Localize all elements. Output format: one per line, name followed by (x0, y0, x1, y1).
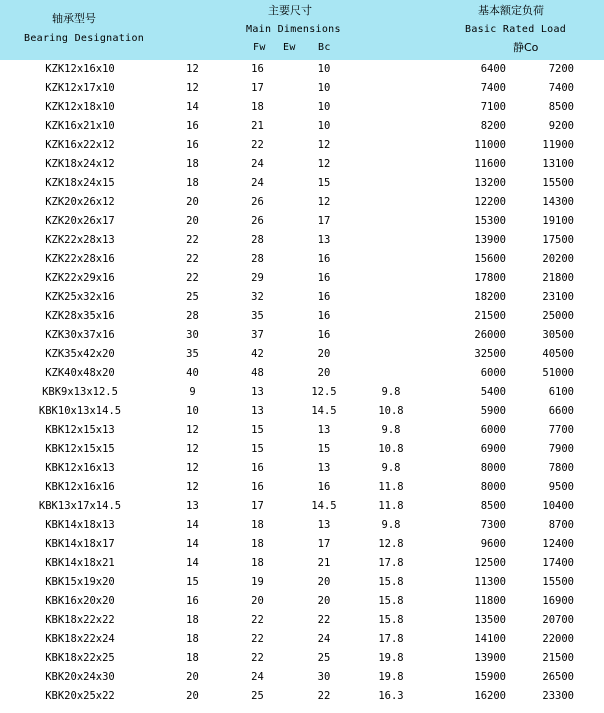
designation-cell: KZK22x28x13 (45, 233, 115, 246)
dynamic-load-cell: 17800 (474, 271, 506, 284)
static-load-cell: 14300 (542, 195, 574, 208)
d-cell: 16 (186, 138, 199, 151)
fw-cell: 13 (251, 404, 264, 417)
static-load-cell: 6100 (548, 385, 574, 398)
designation-cell: KBK9x13x12.5 (42, 385, 118, 398)
d-cell: 12 (186, 480, 199, 493)
static-load-cell: 6600 (548, 404, 574, 417)
dynamic-load-cell: 6900 (480, 442, 506, 455)
table-row (0, 667, 604, 686)
dynamic-load-cell: 18200 (474, 290, 506, 303)
static-load-cell: 7200 (548, 62, 574, 75)
d-cell: 22 (186, 233, 199, 246)
rated-load-heading-cn: 基本额定负荷 (478, 4, 544, 17)
designation-cell: KZK30x37x16 (45, 328, 115, 341)
bc-cell: 22 (317, 613, 331, 626)
bc-cell: 13 (317, 423, 331, 436)
table-row (0, 534, 604, 553)
designation-cell: KZK22x28x16 (45, 252, 115, 265)
bc-cell: 16 (317, 309, 331, 322)
designation-cell: KZK28x35x16 (45, 309, 115, 322)
static-load-cell: 23300 (542, 689, 574, 702)
table-row (0, 230, 604, 249)
fw-cell: 20 (251, 594, 264, 607)
fw-cell: 22 (251, 651, 264, 664)
d-cell: 18 (186, 176, 199, 189)
fw-cell: 16 (251, 62, 264, 75)
ew-cell: 12.8 (378, 537, 404, 550)
static-load-cell: 12400 (542, 537, 574, 550)
ew-cell: 17.8 (378, 632, 404, 645)
table-row (0, 78, 604, 97)
d-cell: 22 (186, 271, 199, 284)
dynamic-load-cell: 13900 (474, 233, 506, 246)
designation-cell: KBK10x13x14.5 (38, 404, 122, 417)
ew-cell (358, 325, 424, 344)
fw-cell: 28 (251, 233, 264, 246)
d-cell: 16 (186, 119, 199, 132)
dynamic-load-cell: 11000 (474, 138, 506, 151)
d-cell: 28 (186, 309, 199, 322)
static-load-cell: 30500 (542, 328, 574, 341)
designation-cell: KZK18x24x15 (45, 176, 115, 189)
fw-cell: 28 (251, 252, 264, 265)
bc-cell: 16 (317, 271, 331, 284)
bc-cell: 16 (317, 328, 331, 341)
table-row (0, 477, 604, 496)
table-row (0, 306, 604, 325)
bearing-table (0, 59, 604, 705)
designation-heading-en: Bearing Designation (24, 33, 145, 44)
designation-cell: KBK20x24x30 (45, 670, 115, 683)
ew-cell: 15.8 (378, 594, 404, 607)
ew-cell: 15.8 (378, 613, 404, 626)
dynamic-load-cell: 7300 (480, 518, 506, 531)
fw-cell: 25 (251, 689, 264, 702)
main-dimensions-heading-en: Main Dimensions (246, 24, 341, 35)
designation-cell: KZK12x17x10 (45, 81, 115, 94)
fw-cell: 16 (251, 461, 264, 474)
dynamic-load-cell: 13500 (474, 613, 506, 626)
d-cell: 18 (186, 157, 199, 170)
ew-cell: 16.3 (378, 689, 404, 702)
bc-cell: 14.5 (311, 404, 337, 417)
designation-cell: KZK18x24x12 (45, 157, 115, 170)
designation-cell: KBK18x22x25 (45, 651, 115, 664)
bc-cell: 16 (317, 480, 331, 493)
table-row (0, 610, 604, 629)
bc-cell: 25 (317, 651, 331, 664)
fw-cell: 22 (251, 632, 264, 645)
bc-cell: 16 (317, 252, 331, 265)
d-cell: 14 (186, 100, 199, 113)
bc-cell: 20 (317, 347, 331, 360)
designation-cell: KBK14x18x13 (45, 518, 115, 531)
table-row (0, 268, 604, 287)
d-cell: 12 (186, 442, 199, 455)
designation-cell: KZK25x32x16 (45, 290, 115, 303)
table-header (0, 0, 604, 60)
ew-cell (358, 192, 424, 211)
table-row (0, 116, 604, 135)
bc-cell: 22 (317, 689, 331, 702)
d-cell: 20 (186, 689, 199, 702)
table-row (0, 249, 604, 268)
dynamic-load-cell: 11600 (474, 157, 506, 170)
dynamic-load-cell: 32500 (474, 347, 506, 360)
table-row (0, 382, 604, 401)
static-load-cell: 25000 (542, 309, 574, 322)
bc-cell: 10 (317, 62, 331, 75)
designation-cell: KBK12x15x15 (45, 442, 115, 455)
rated-load-heading-en: Basic Rated Load (465, 24, 567, 35)
ew-cell (358, 154, 424, 173)
fw-cell: 17 (251, 499, 264, 512)
designation-cell: KZK22x29x16 (45, 271, 115, 284)
ew-cell: 9.8 (381, 461, 401, 474)
fw-cell: 32 (251, 290, 264, 303)
fw-cell: 15 (251, 423, 264, 436)
fw-cell: 18 (251, 556, 264, 569)
designation-cell: KBK13x17x14.5 (38, 499, 122, 512)
table-row (0, 591, 604, 610)
bc-cell: 17 (317, 537, 331, 550)
designation-cell: KZK35x42x20 (45, 347, 115, 360)
d-cell: 18 (186, 651, 199, 664)
dynamic-load-cell: 21500 (474, 309, 506, 322)
column-header-static-co: 静Co (513, 41, 539, 54)
bc-cell: 20 (317, 594, 331, 607)
fw-cell: 37 (251, 328, 264, 341)
designation-cell: KBK15x19x20 (45, 575, 115, 588)
bc-cell: 15 (317, 442, 331, 455)
d-cell: 25 (186, 290, 199, 303)
table-row (0, 192, 604, 211)
static-load-cell: 20200 (542, 252, 574, 265)
designation-cell: KBK12x16x16 (45, 480, 115, 493)
dynamic-load-cell: 14100 (474, 632, 506, 645)
bc-cell: 20 (317, 366, 331, 379)
ew-cell: 10.8 (378, 442, 404, 455)
static-load-cell: 51000 (542, 366, 574, 379)
d-cell: 14 (186, 537, 199, 550)
d-cell: 12 (186, 81, 199, 94)
static-load-cell: 21800 (542, 271, 574, 284)
d-cell: 10 (186, 404, 199, 417)
static-load-cell: 19100 (542, 214, 574, 227)
d-cell: 12 (186, 461, 199, 474)
table-row (0, 154, 604, 173)
table-row (0, 287, 604, 306)
ew-cell: 11.8 (378, 480, 404, 493)
dynamic-load-cell: 15900 (474, 670, 506, 683)
ew-cell: 11.8 (378, 499, 404, 512)
ew-cell (358, 344, 424, 363)
ew-cell: 10.8 (378, 404, 404, 417)
column-header-fw: Fw (253, 42, 266, 53)
d-cell: 9 (189, 385, 196, 398)
ew-cell: 17.8 (378, 556, 404, 569)
designation-cell: KZK40x48x20 (45, 366, 115, 379)
static-load-cell: 9500 (548, 480, 574, 493)
designation-cell: KBK18x22x22 (45, 613, 115, 626)
dynamic-load-cell: 15600 (474, 252, 506, 265)
static-load-cell: 20700 (542, 613, 574, 626)
static-load-cell: 22000 (542, 632, 574, 645)
bc-cell: 15 (317, 176, 331, 189)
dynamic-load-cell: 5900 (480, 404, 506, 417)
ew-cell (358, 268, 424, 287)
bc-cell: 13 (317, 461, 331, 474)
designation-cell: KZK12x18x10 (45, 100, 115, 113)
static-load-cell: 16900 (542, 594, 574, 607)
fw-cell: 13 (251, 385, 264, 398)
ew-cell: 9.8 (381, 423, 401, 436)
dynamic-load-cell: 6400 (480, 62, 506, 75)
fw-cell: 18 (251, 100, 264, 113)
static-load-cell: 7900 (548, 442, 574, 455)
d-cell: 20 (186, 214, 199, 227)
designation-cell: KBK12x16x13 (45, 461, 115, 474)
ew-cell (358, 173, 424, 192)
static-load-cell: 21500 (542, 651, 574, 664)
table-row (0, 59, 604, 78)
table-row (0, 211, 604, 230)
d-cell: 20 (186, 670, 199, 683)
static-load-cell: 8500 (548, 100, 574, 113)
ew-cell (358, 97, 424, 116)
static-load-cell: 40500 (542, 347, 574, 360)
fw-cell: 42 (251, 347, 264, 360)
d-cell: 12 (186, 423, 199, 436)
dynamic-load-cell: 13200 (474, 176, 506, 189)
table-row (0, 173, 604, 192)
dynamic-load-cell: 12500 (474, 556, 506, 569)
ew-cell (358, 249, 424, 268)
static-load-cell: 7400 (548, 81, 574, 94)
static-load-cell: 23100 (542, 290, 574, 303)
bc-cell: 12 (317, 138, 331, 151)
bc-cell: 24 (317, 632, 331, 645)
fw-cell: 17 (251, 81, 264, 94)
fw-cell: 21 (251, 119, 264, 132)
bc-cell: 12.5 (311, 385, 337, 398)
d-cell: 18 (186, 632, 199, 645)
dynamic-load-cell: 12200 (474, 195, 506, 208)
table-row (0, 325, 604, 344)
dynamic-load-cell: 6000 (480, 423, 506, 436)
table-row (0, 553, 604, 572)
fw-cell: 29 (251, 271, 264, 284)
table-row (0, 420, 604, 439)
designation-cell: KBK16x20x20 (45, 594, 115, 607)
dynamic-load-cell: 8500 (480, 499, 506, 512)
ew-cell (358, 116, 424, 135)
static-load-cell: 9200 (548, 119, 574, 132)
table-row (0, 572, 604, 591)
fw-cell: 24 (251, 157, 264, 170)
designation-cell: KZK16x22x12 (45, 138, 115, 151)
d-cell: 20 (186, 195, 199, 208)
bearing-table-body (0, 59, 604, 705)
designation-cell: KBK18x22x24 (45, 632, 115, 645)
dynamic-load-cell: 8000 (480, 480, 506, 493)
bc-cell: 21 (317, 556, 331, 569)
static-load-cell: 13100 (542, 157, 574, 170)
fw-cell: 15 (251, 442, 264, 455)
ew-cell (358, 230, 424, 249)
fw-cell: 18 (251, 518, 264, 531)
d-cell: 18 (186, 613, 199, 626)
table-row (0, 97, 604, 116)
table-row (0, 496, 604, 515)
designation-cell: KBK12x15x13 (45, 423, 115, 436)
ew-cell (358, 363, 424, 382)
dynamic-load-cell: 5400 (480, 385, 506, 398)
fw-cell: 24 (251, 670, 264, 683)
designation-cell: KBK14x18x21 (45, 556, 115, 569)
ew-cell: 19.8 (378, 651, 404, 664)
bc-cell: 16 (317, 290, 331, 303)
dynamic-load-cell: 26000 (474, 328, 506, 341)
bc-cell: 10 (317, 81, 331, 94)
fw-cell: 26 (251, 214, 264, 227)
table-row (0, 686, 604, 705)
static-load-cell: 8700 (548, 518, 574, 531)
d-cell: 22 (186, 252, 199, 265)
bc-cell: 10 (317, 100, 331, 113)
dynamic-load-cell: 6000 (480, 366, 506, 379)
fw-cell: 16 (251, 480, 264, 493)
bc-cell: 12 (317, 157, 331, 170)
dynamic-load-cell: 7400 (480, 81, 506, 94)
static-load-cell: 17400 (542, 556, 574, 569)
fw-cell: 24 (251, 176, 264, 189)
static-load-cell: 26500 (542, 670, 574, 683)
dynamic-load-cell: 7100 (480, 100, 506, 113)
fw-cell: 19 (251, 575, 264, 588)
d-cell: 14 (186, 518, 199, 531)
bc-cell: 14.5 (311, 499, 337, 512)
dynamic-load-cell: 15300 (474, 214, 506, 227)
ew-cell: 15.8 (378, 575, 404, 588)
d-cell: 40 (186, 366, 199, 379)
static-load-cell: 11900 (542, 138, 574, 151)
ew-cell (358, 78, 424, 97)
designation-cell: KZK12x16x10 (45, 62, 115, 75)
bc-cell: 13 (317, 233, 331, 246)
designation-cell: KZK20x26x12 (45, 195, 115, 208)
ew-cell (358, 211, 424, 230)
ew-cell: 9.8 (381, 385, 401, 398)
static-load-cell: 15500 (542, 575, 574, 588)
d-cell: 35 (186, 347, 199, 360)
d-cell: 30 (186, 328, 199, 341)
bc-cell: 10 (317, 119, 331, 132)
designation-cell: KBK20x25x22 (45, 689, 115, 702)
static-load-cell: 10400 (542, 499, 574, 512)
bc-cell: 20 (317, 575, 331, 588)
ew-cell (358, 287, 424, 306)
bc-cell: 30 (317, 670, 331, 683)
designation-cell: KZK16x21x10 (45, 119, 115, 132)
d-cell: 15 (186, 575, 199, 588)
ew-cell (358, 59, 424, 78)
fw-cell: 18 (251, 537, 264, 550)
bc-cell: 17 (317, 214, 331, 227)
dynamic-load-cell: 11300 (474, 575, 506, 588)
table-row (0, 363, 604, 382)
d-cell: 14 (186, 556, 199, 569)
d-cell: 13 (186, 499, 199, 512)
dynamic-load-cell: 8000 (480, 461, 506, 474)
static-load-cell: 15500 (542, 176, 574, 189)
ew-cell (358, 306, 424, 325)
ew-cell: 9.8 (381, 518, 401, 531)
fw-cell: 35 (251, 309, 264, 322)
bc-cell: 13 (317, 518, 331, 531)
dynamic-load-cell: 11800 (474, 594, 506, 607)
dynamic-load-cell: 13900 (474, 651, 506, 664)
dynamic-load-cell: 9600 (480, 537, 506, 550)
dynamic-load-cell: 16200 (474, 689, 506, 702)
fw-cell: 48 (251, 366, 264, 379)
table-row (0, 515, 604, 534)
table-row (0, 344, 604, 363)
designation-heading-cn: 轴承型号 (52, 12, 96, 25)
table-row (0, 401, 604, 420)
table-row (0, 648, 604, 667)
static-load-cell: 17500 (542, 233, 574, 246)
ew-cell: 19.8 (378, 670, 404, 683)
table-row (0, 439, 604, 458)
d-cell: 16 (186, 594, 199, 607)
d-cell: 12 (186, 62, 199, 75)
bc-cell: 12 (317, 195, 331, 208)
column-header-ew: Ew (283, 42, 296, 53)
table-row (0, 135, 604, 154)
dynamic-load-cell: 8200 (480, 119, 506, 132)
column-header-bc: Bc (318, 42, 331, 53)
static-load-cell: 7700 (548, 423, 574, 436)
fw-cell: 22 (251, 138, 264, 151)
static-load-cell: 7800 (548, 461, 574, 474)
designation-cell: KBK14x18x17 (45, 537, 115, 550)
table-row (0, 629, 604, 648)
designation-cell: KZK20x26x17 (45, 214, 115, 227)
table-row (0, 458, 604, 477)
main-dimensions-heading-cn: 主要尺寸 (268, 4, 312, 17)
fw-cell: 26 (251, 195, 264, 208)
ew-cell (358, 135, 424, 154)
fw-cell: 22 (251, 613, 264, 626)
